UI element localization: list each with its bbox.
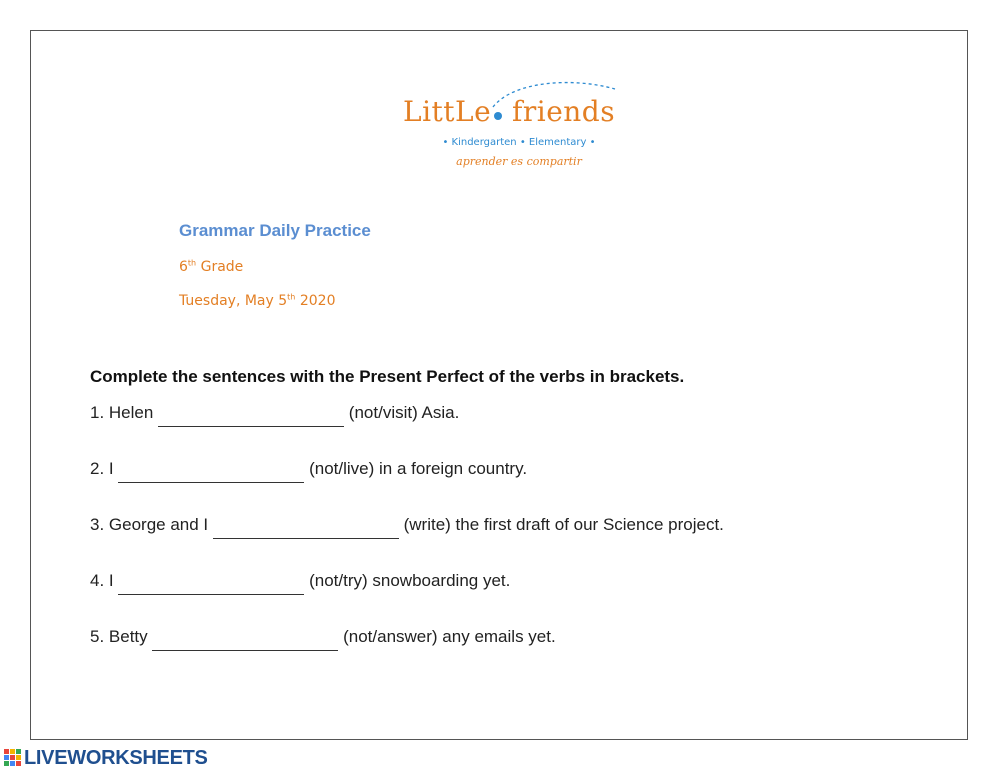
answer-input[interactable]: [152, 632, 338, 651]
exercise-item: [90, 627, 556, 651]
logo-name-part1: LittLe: [403, 95, 492, 128]
item-text-after: (not/live) in a foreign country.: [309, 459, 528, 478]
logo-subtitle: • Kindergarten • Elementary •: [442, 137, 596, 148]
worksheet-page: [30, 30, 968, 740]
liveworksheets-brand: LIVEWORKSHEETS: [24, 746, 208, 769]
answer-input[interactable]: [213, 520, 399, 539]
answer-input[interactable]: [118, 464, 304, 483]
grade-suffix: th: [187, 258, 197, 268]
exercise-item: [90, 515, 724, 539]
school-logo: [401, 79, 651, 214]
item-text-before: 2. I: [90, 459, 114, 478]
exercise-item: [90, 403, 459, 427]
item-text-before: 1. Helen: [90, 403, 154, 422]
liveworksheets-logo-icon: [4, 749, 22, 767]
item-text-after: (write) the first draft of our Science project.: [403, 515, 724, 534]
worksheet-title: Grammar Daily Practice: [179, 221, 371, 240]
date-suffix: th: [287, 292, 296, 302]
logo-name-part2: friends: [512, 95, 616, 128]
item-text-after: (not/try) snowboarding yet.: [309, 571, 511, 590]
answer-input[interactable]: [118, 576, 304, 595]
grade-label: [179, 259, 243, 275]
exercise-instruction: Complete the sentences with the Present Perfect of the verbs in brackets.: [90, 367, 685, 386]
item-text-after: (not/visit) Asia.: [348, 403, 460, 422]
item-text-before: 4. I: [90, 571, 114, 590]
liveworksheets-footer[interactable]: [4, 747, 208, 769]
exercise-item: [90, 571, 510, 595]
item-text-before: 3. George and I: [90, 515, 209, 534]
date-prefix: Tuesday, May 5: [179, 293, 288, 309]
answer-input[interactable]: [158, 408, 344, 427]
date-year: 2020: [299, 293, 336, 309]
grade-number: 6: [179, 259, 188, 275]
date-label: [179, 293, 335, 309]
logo-dot-icon: [494, 112, 502, 120]
logo-tagline: aprender es compartir: [456, 155, 582, 168]
item-text-after: (not/answer) any emails yet.: [343, 627, 556, 646]
exercise-item: [90, 459, 527, 483]
item-text-before: 5. Betty: [90, 627, 148, 646]
grade-word: Grade: [200, 259, 244, 275]
